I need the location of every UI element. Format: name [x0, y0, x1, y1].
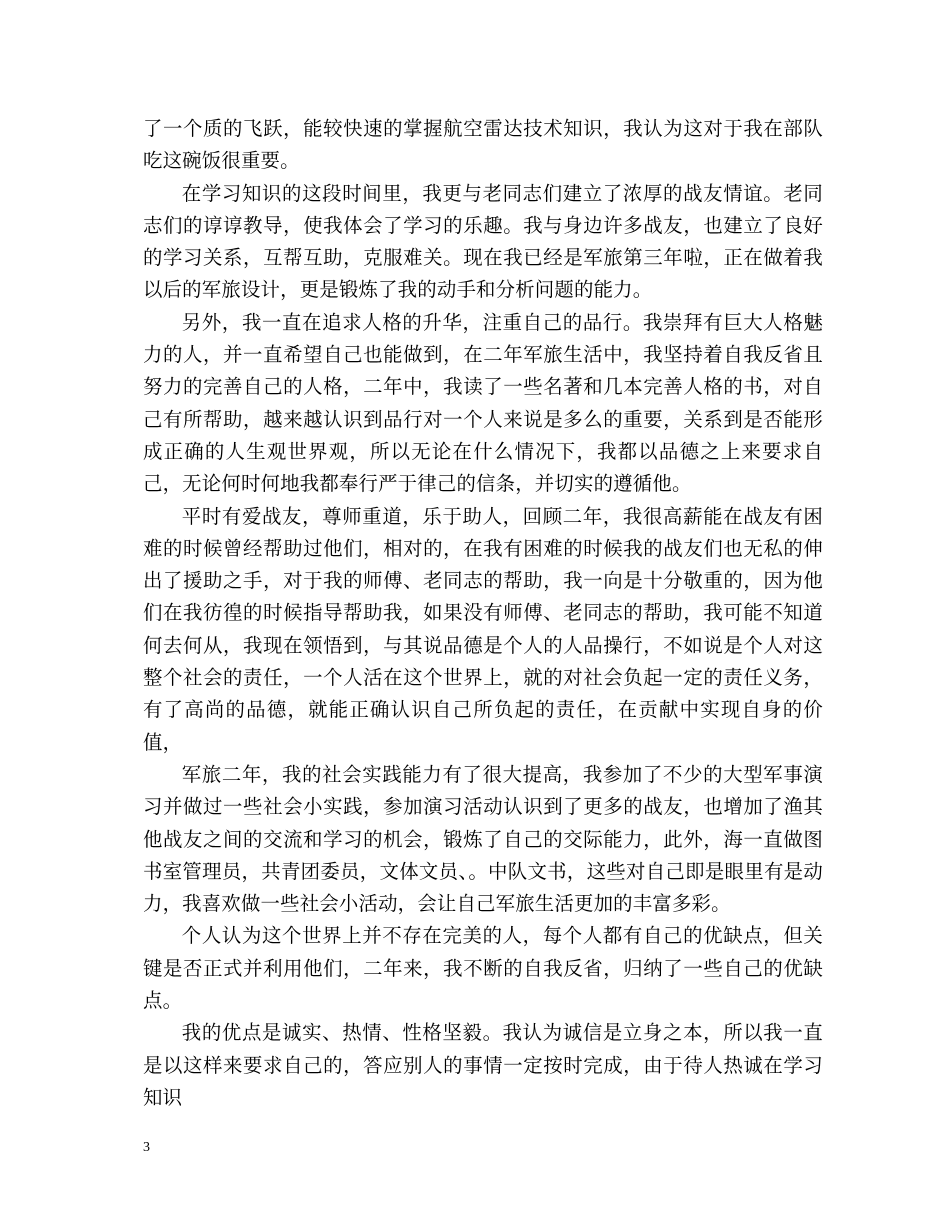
document-body	[143, 113, 823, 1114]
paragraph-5: 军旅二年，我的社会实践能力有了很大提高，我参加了不少的大型军事演习并做过一些社会小实践，参加演习活动认识到了更多的战友，也增加了渔其他战友之间的交流和学习的机会，锻炼了自己的交际能力，此外，海一直做图书室管理员，共青团委员，文体文员、。中队文书，这些对自己即是眼里有是动力，我喜欢做一些社会小活动，会让自己军旅生活更加的丰富多彩。	[143, 762, 823, 916]
paragraph-4: 平时有爱战友，尊师重道，乐于助人，回顾二年，我很高薪能在战友有困难的时候曾经帮助过他们，相对的，在我有困难的时候我的战友们也无私的伸出了援助之手，对于我的师傅、老同志的帮助，我一向是十分敬重的，因为他们在我彷徨的时候指导帮助我，如果没有师傅、老同志的帮助，我可能不知道何去何从，我现在领悟到，与其说品德是个人的人品操行，不如说是个人对这整个社会的责任，一个人活在这个世界上，就的对社会负起一定的责任义务，有了高尚的品德，就能正确认识自己所负起的责任，在贡献中实现自身的价值，	[143, 504, 823, 754]
paragraph-2: 在学习知识的这段时间里，我更与老同志们建立了浓厚的战友情谊。老同志们的谆谆教导，使我体会了学习的乐趣。我与身边许多战友，也建立了良好的学习关系，互帮互助，克服难关。现在我已经是军旅第三年啦，正在做着我以后的军旅设计，更是锻炼了我的动手和分析问题的能力。	[143, 181, 823, 302]
paragraph-6: 个人认为这个世界上并不存在完美的人，每个人都有自己的优缺点，但关键是否正式并利用他们，二年来，我不断的自我反省，归纳了一些自己的优缺点。	[143, 924, 823, 1013]
page-number: 3	[143, 1140, 150, 1155]
paragraph-7: 我的优点是诚实、热情、性格坚毅。我认为诚信是立身之本，所以我一直是以这样来要求自己的，答应别人的事情一定按时完成，由于待人热诚在学习知识	[143, 1021, 823, 1109]
paragraph-3: 另外，我一直在追求人格的升华，注重自己的品行。我崇拜有巨大人格魅力的人，并一直希望自己也能做到，在二年军旅生活中，我坚持着自我反省且努力的完善自己的人格，二年中，我读了一些名著和几本完善人格的书，对自己有所帮助，越来越认识到品行对一个人来说是多么的重要，关系到是否能形成正确的人生观世界观，所以无论在什么情况下，我都以品德之上来要求自己，无论何时何地我都奉行严于律己的信条，并切实的遵循他。	[143, 310, 823, 496]
paragraph-1: 了一个质的飞跃，能较快速的掌握航空雷达技术知识，我认为这对于我在部队吃这碗饭很重要。	[143, 117, 823, 173]
